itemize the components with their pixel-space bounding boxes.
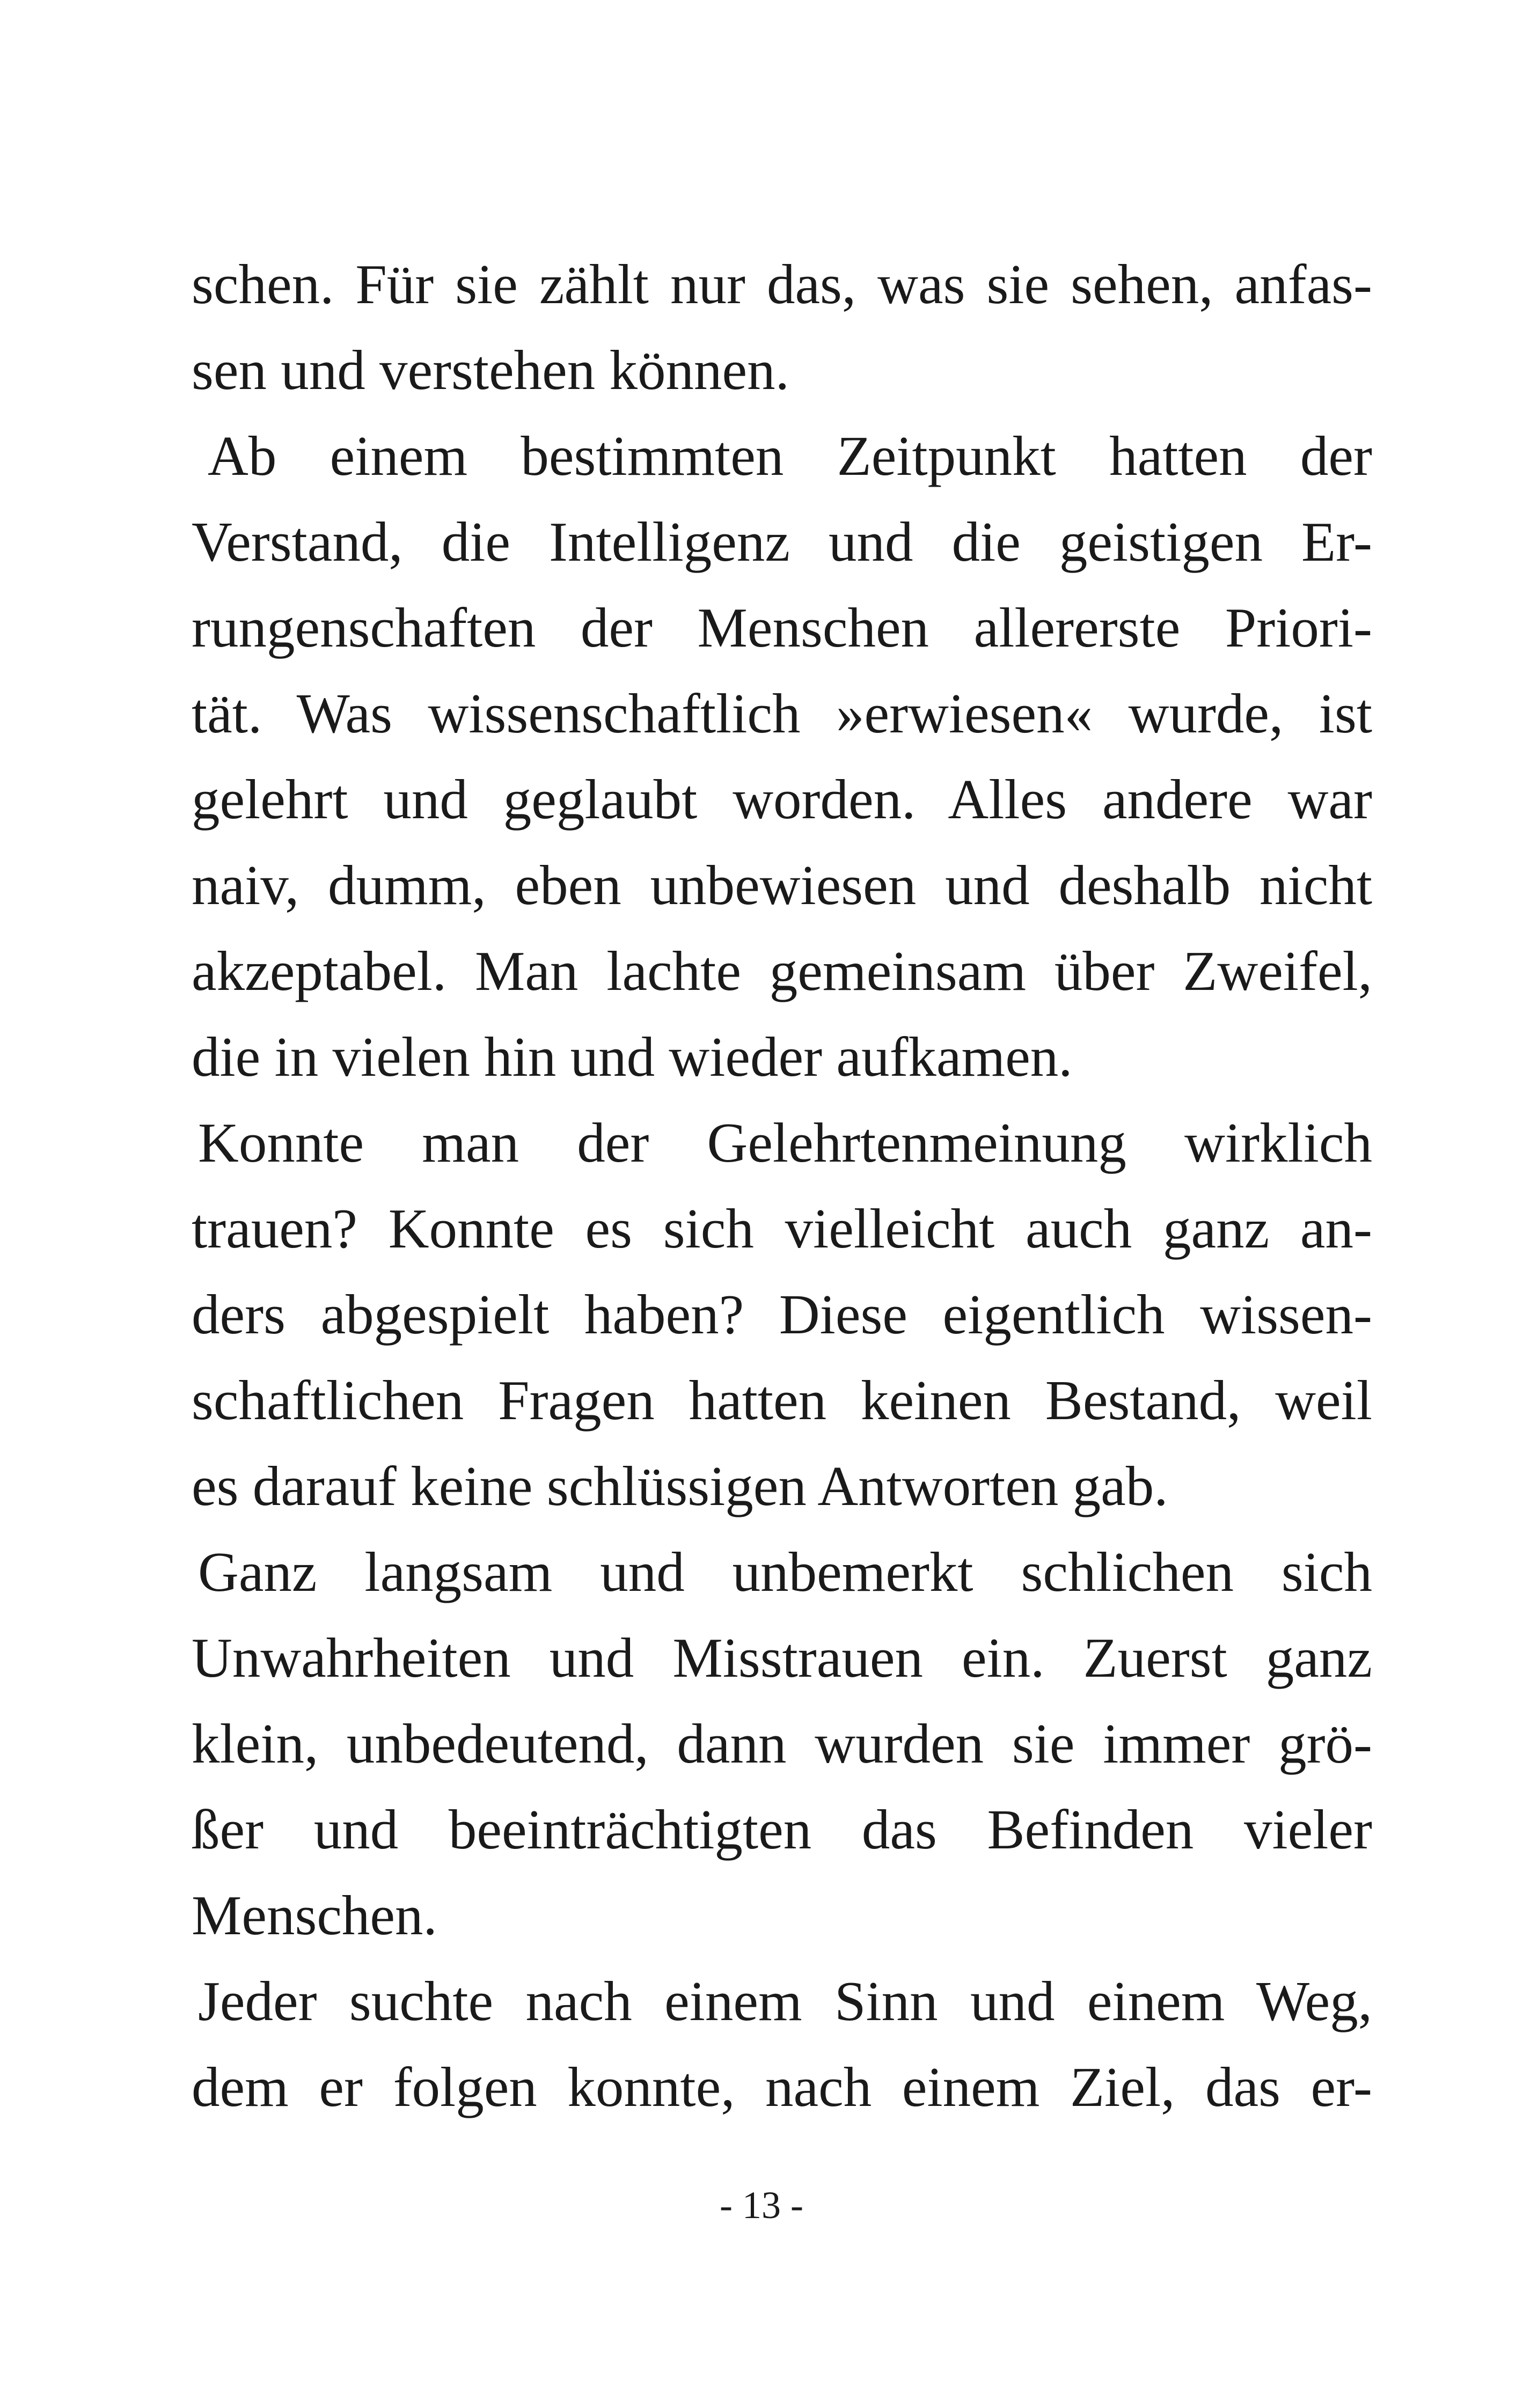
text-line: schen. Für sie zählt nur das, was sie sehen, anfas- xyxy=(192,253,1372,315)
text-line: klein, unbedeutend, dann wurden sie immer grö- xyxy=(192,1712,1372,1775)
paragraph-first-line: Jeder suchte nach einem Sinn und einem Weg, xyxy=(198,1970,1372,2032)
text-line: naiv, dumm, eben unbewiesen und deshalb nicht xyxy=(192,854,1372,916)
text-line: Menschen. xyxy=(192,1884,437,1947)
text-line: rungenschaften der Menschen allererste Priori- xyxy=(192,596,1372,659)
text-line: dem er folgen konnte, nach einem Ziel, das er- xyxy=(192,2055,1372,2118)
text-line: tät. Was wissenschaftlich »erwiesen« wurde, ist xyxy=(192,682,1372,745)
paragraph-first-line: Konnte man der Gelehrtenmeinung wirklich xyxy=(198,1111,1372,1174)
paragraph-first-line: Ab einem bestimmten Zeitpunkt hatten der xyxy=(208,424,1372,487)
text-line: Unwahrheiten und Misstrauen ein. Zuerst ganz xyxy=(192,1626,1372,1689)
text-line: Verstand, die Intelligenz und die geistigen Er- xyxy=(192,510,1372,573)
text-line: gelehrt und geglaubt worden. Alles andere war xyxy=(192,768,1372,831)
text-line: akzeptabel. Man lachte gemeinsam über Zweifel, xyxy=(192,939,1372,1002)
page-number: - 13 - xyxy=(720,2184,803,2227)
paragraph-first-line: Ganz langsam und unbemerkt schlichen sich xyxy=(198,1540,1372,1603)
text-line: schaftlichen Fragen hatten keinen Bestand, weil xyxy=(192,1369,1372,1431)
text-line: ßer und beeinträchtigten das Befinden vieler xyxy=(192,1798,1372,1861)
text-line: ders abgespielt haben? Diese eigentlich wissen- xyxy=(192,1283,1372,1346)
text-line: die in vielen hin und wieder aufkamen. xyxy=(192,1025,1073,1088)
text-line: sen und verstehen können. xyxy=(192,339,789,401)
text-line: es darauf keine schlüssigen Antworten gab. xyxy=(192,1455,1168,1517)
text-line: trauen? Konnte es sich vielleicht auch ganz an- xyxy=(192,1197,1372,1260)
